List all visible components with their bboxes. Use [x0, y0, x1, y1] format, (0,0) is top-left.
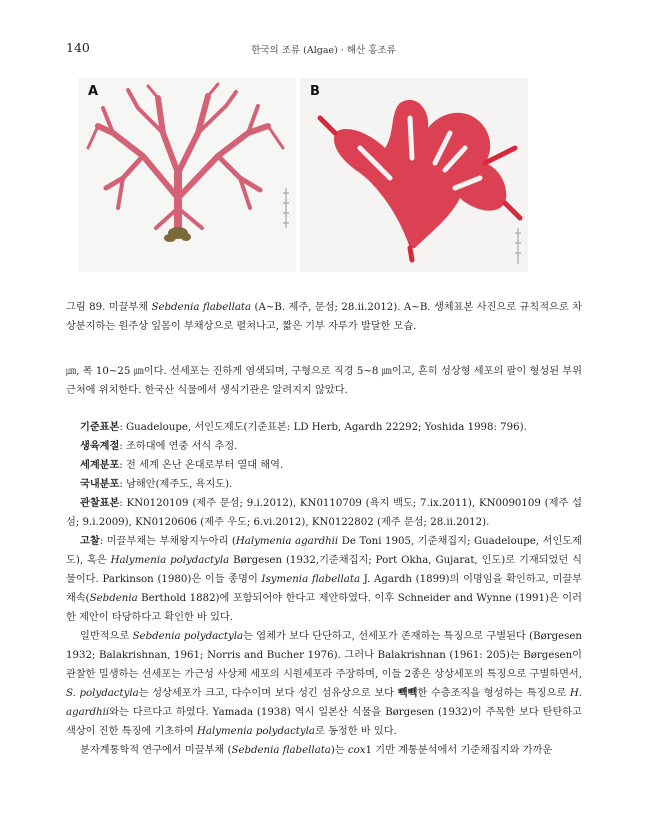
- panel-label-b: B: [310, 84, 320, 99]
- remarks-paragraph-2: 일반적으로 Sebdenia polydactyla는 엽체가 보다 단단하고, 선세포가 존재하는 특징으로 구별된다 (Børgesen 1932; Balakrishnan, 1961; Norris and Bucher 1976). 그러나 Balakrishnan (1961: 205)는 Børgesen이 관찰한 밀생하는 선세포는 가근성 사상체 세포의 시원세포라 주장하며, 이들 2종은 상상세포의 특징으로 구별하면서, S. polydactyla는 성상세포가 크고, 다수이며 보다 성긴 섬유상으로 보다 빽빽한 수층조직을 형성하는 특징으로 H. agardhii와는 다르다고 하였다. Yamada (1938) 역시 일본산 식물을 Børgesen (1932)이 주목한 보다 탄탄하고 색상이 진한 특징에 기초하여 Halymenia polydactyla로 동정한 바 있다.: [66, 631, 582, 737]
- alga-b-photo: [300, 78, 528, 272]
- field-korea-distribution: 국내분포: 남해안(제주도, 욕지도).: [80, 478, 233, 490]
- caption-rest: (A~B. 제주, 문섬; 28.ii.2012). A~B. 생체표본 사진으로 규칙적으로 차상분지하는 원주상 잎몸이 부채상으로 펼쳐나고, 짧은 기부 자루가 발달한 모습.: [66, 302, 582, 332]
- intro-text: ㎛, 폭 10~25 ㎛이다. 선세포는 진하게 염색되며, 구형으로 직경 5~8 ㎛이고, 흔히 성상형 세포의 팔이 형성된 부위 근처에 위치한다. 한국산 식물에서 생식기관은 알려지지 않았다.: [66, 366, 582, 396]
- alga-a-photo: [78, 78, 296, 272]
- remarks-paragraph-3: 분자계통학적 연구에서 미끌부채 (Sebdenia flabellata)는 cox1 기반 계통분석에서 기준채집지와 가까운: [80, 745, 553, 756]
- panel-label-a: A: [88, 84, 99, 99]
- figure-panel-a: [78, 78, 296, 272]
- running-title: 한국의 조류 (Algae) · 해산 홍조류: [251, 45, 396, 56]
- caption-species: Sebdenia flabellata: [151, 302, 252, 313]
- figure-caption: [66, 298, 582, 336]
- remarks-paragraph-1: 고찰: 미끌부채는 부채왕지누아리 (Halymenia agardhii De Toni 1905, 기준채집지; Guadeloupe, 서인도제도), 혹은 Halymenia polydactyla Børgesen (1932,기준채집지; Port Okha, Gujarat, 인도)로 기재되었던 식물이다. Parkinson (1980)은 이들 종명이 Isymenia flabellata J. Agardh (1899)의 이명임을 확인하고, 미끌부채속(Sebdenia Berthold 1882)에 포함되어야 한다고 제안하였다. 이후 Schneider and Wynne (1991)은 이러한 제안이 타당하다고 확인한 바 있다.: [66, 535, 583, 623]
- caption-lead: 그림 89. 미끌부채: [66, 302, 152, 313]
- figure-panel-b: [300, 78, 528, 272]
- field-holotype: 기준표본: Guadeloupe, 서인도제도(기준표본: LD Herb, Agardh 22292; Yoshida 1998: 796).: [80, 421, 527, 433]
- page-number: 140: [66, 40, 90, 55]
- field-world-distribution: 세계분포: 전 세계 온난 온대로부터 열대 해역.: [80, 459, 284, 471]
- figure: [78, 78, 578, 272]
- field-season: 생육계절: 조하대에 연중 서식 추정.: [80, 440, 238, 452]
- field-specimens: 관찰표본: KN0120109 (제주 문섬; 9.i.2012), KN0110709 (욕지 백도; 7.ix.2011), KN0090109 (제주 섭섬; 9.i.2009), KN0120606 (제주 우도; 6.vi.2012), KN0122802 (제주 문섬; 28.ii.2012).: [66, 497, 582, 528]
- species-details: [66, 418, 582, 760]
- intro-paragraph: [66, 362, 582, 400]
